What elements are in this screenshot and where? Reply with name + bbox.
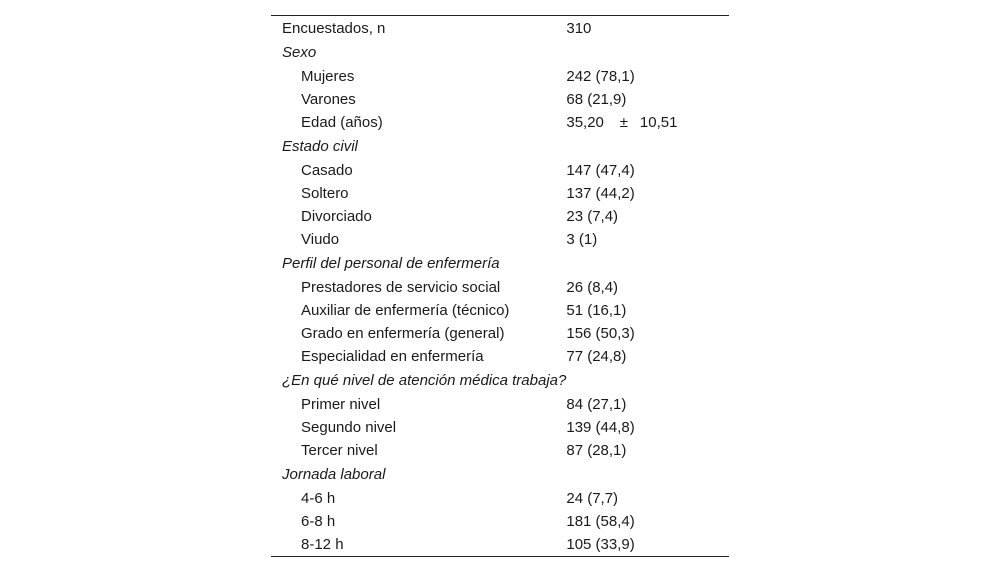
row-label: Primer nivel: [301, 396, 381, 413]
table-row: [271, 533, 729, 556]
section-header-row: [271, 251, 729, 276]
table-row: [271, 322, 729, 345]
section-label: ¿En qué nivel de atención médica trabaja?: [282, 372, 567, 389]
table-row: [271, 111, 729, 134]
row-value: 310: [566, 19, 592, 37]
row-value-cell: [566, 205, 729, 228]
plus-minus-symbol: ±: [619, 114, 629, 131]
row-label: 6-8 h: [301, 513, 336, 530]
table-row: [271, 439, 729, 462]
row-value-cell: [566, 510, 729, 533]
row-value-cell: [566, 299, 729, 322]
row-label: Casado: [301, 162, 353, 179]
row-value: 68 (21,9): [566, 91, 627, 108]
row-label: Varones: [301, 91, 356, 108]
row-value-cell: [566, 439, 729, 462]
section-label: Sexo: [282, 44, 317, 61]
table-row: [271, 182, 729, 205]
row-value-cell: [566, 368, 729, 393]
row-value: 3 (1): [566, 231, 598, 248]
row-value: 137 (44,2): [566, 185, 635, 202]
row-value-cell: [566, 40, 729, 65]
section-header-row: [271, 368, 729, 393]
row-label: Segundo nivel: [301, 419, 397, 436]
table-row: [271, 487, 729, 510]
table-row: [271, 16, 729, 40]
table-row: [271, 228, 729, 251]
row-value: 24 (7,7): [566, 490, 619, 507]
row-label: Edad (años): [301, 114, 383, 131]
table-row: [271, 299, 729, 322]
row-label: Mujeres: [301, 68, 355, 85]
row-value: 26 (8,4): [566, 279, 619, 296]
row-value-cell: [566, 16, 729, 40]
row-label: Encuestados, n: [282, 19, 386, 37]
row-value: 87 (28,1): [566, 442, 627, 459]
row-value-cell: [566, 159, 729, 182]
row-label: 8-12 h: [301, 536, 344, 553]
row-value-cell: [566, 533, 729, 556]
row-label: Soltero: [301, 185, 349, 202]
row-value: 84 (27,1): [566, 396, 627, 413]
row-value-cell: [566, 134, 729, 159]
row-value-cell: [566, 462, 729, 487]
table-row: [271, 393, 729, 416]
row-value-cell: [566, 182, 729, 205]
row-value-cell: [566, 345, 729, 368]
row-value: 23 (7,4): [566, 208, 619, 225]
table-row: [271, 416, 729, 439]
section-label: Estado civil: [282, 138, 358, 155]
row-value: 242 (78,1): [566, 68, 635, 85]
row-value: 181 (58,4): [566, 513, 635, 530]
section-header-row: [271, 462, 729, 487]
table-row: [271, 159, 729, 182]
row-value: 147 (47,4): [566, 162, 635, 179]
row-label: Prestadores de servicio social: [301, 279, 501, 296]
row-value-cell: [566, 276, 729, 299]
row-value-cell: [566, 322, 729, 345]
standard-deviation-value: 10,51: [639, 114, 678, 131]
row-label: 4-6 h: [301, 490, 336, 507]
table-row: [271, 345, 729, 368]
row-label: Tercer nivel: [301, 442, 378, 459]
table-row: [271, 205, 729, 228]
section-header-row: [271, 134, 729, 159]
row-value-cell: [566, 487, 729, 510]
row-value: 77 (24,8): [566, 348, 627, 365]
row-value: 51 (16,1): [566, 302, 627, 319]
row-value-cell: [566, 416, 729, 439]
table-row: [271, 88, 729, 111]
row-value-cell: [566, 393, 729, 416]
demographics-table: [271, 15, 729, 557]
table-row: [271, 510, 729, 533]
row-label: Viudo: [301, 231, 340, 248]
row-label: Grado en enfermería (general): [301, 325, 505, 342]
row-value-cell: [566, 251, 729, 276]
row-label: Auxiliar de enfermería (técnico): [301, 302, 510, 319]
row-value-cell: [566, 88, 729, 111]
row-value-cell: [566, 111, 729, 134]
demographics-table-body: [271, 16, 729, 556]
section-label: Jornada laboral: [282, 466, 386, 483]
row-label: Divorciado: [301, 208, 372, 225]
row-label: Especialidad en enfermería: [301, 348, 484, 365]
section-label: Perfil del personal de enfermería: [282, 255, 500, 272]
table-row: [271, 65, 729, 88]
row-value: 156 (50,3): [566, 325, 635, 342]
row-value-cell: [566, 228, 729, 251]
row-value: 35,20: [566, 114, 604, 131]
row-value: 139 (44,8): [566, 419, 635, 436]
section-header-row: [271, 40, 729, 65]
row-value: 105 (33,9): [566, 536, 635, 553]
table-row: [271, 276, 729, 299]
row-value-cell: [566, 65, 729, 88]
